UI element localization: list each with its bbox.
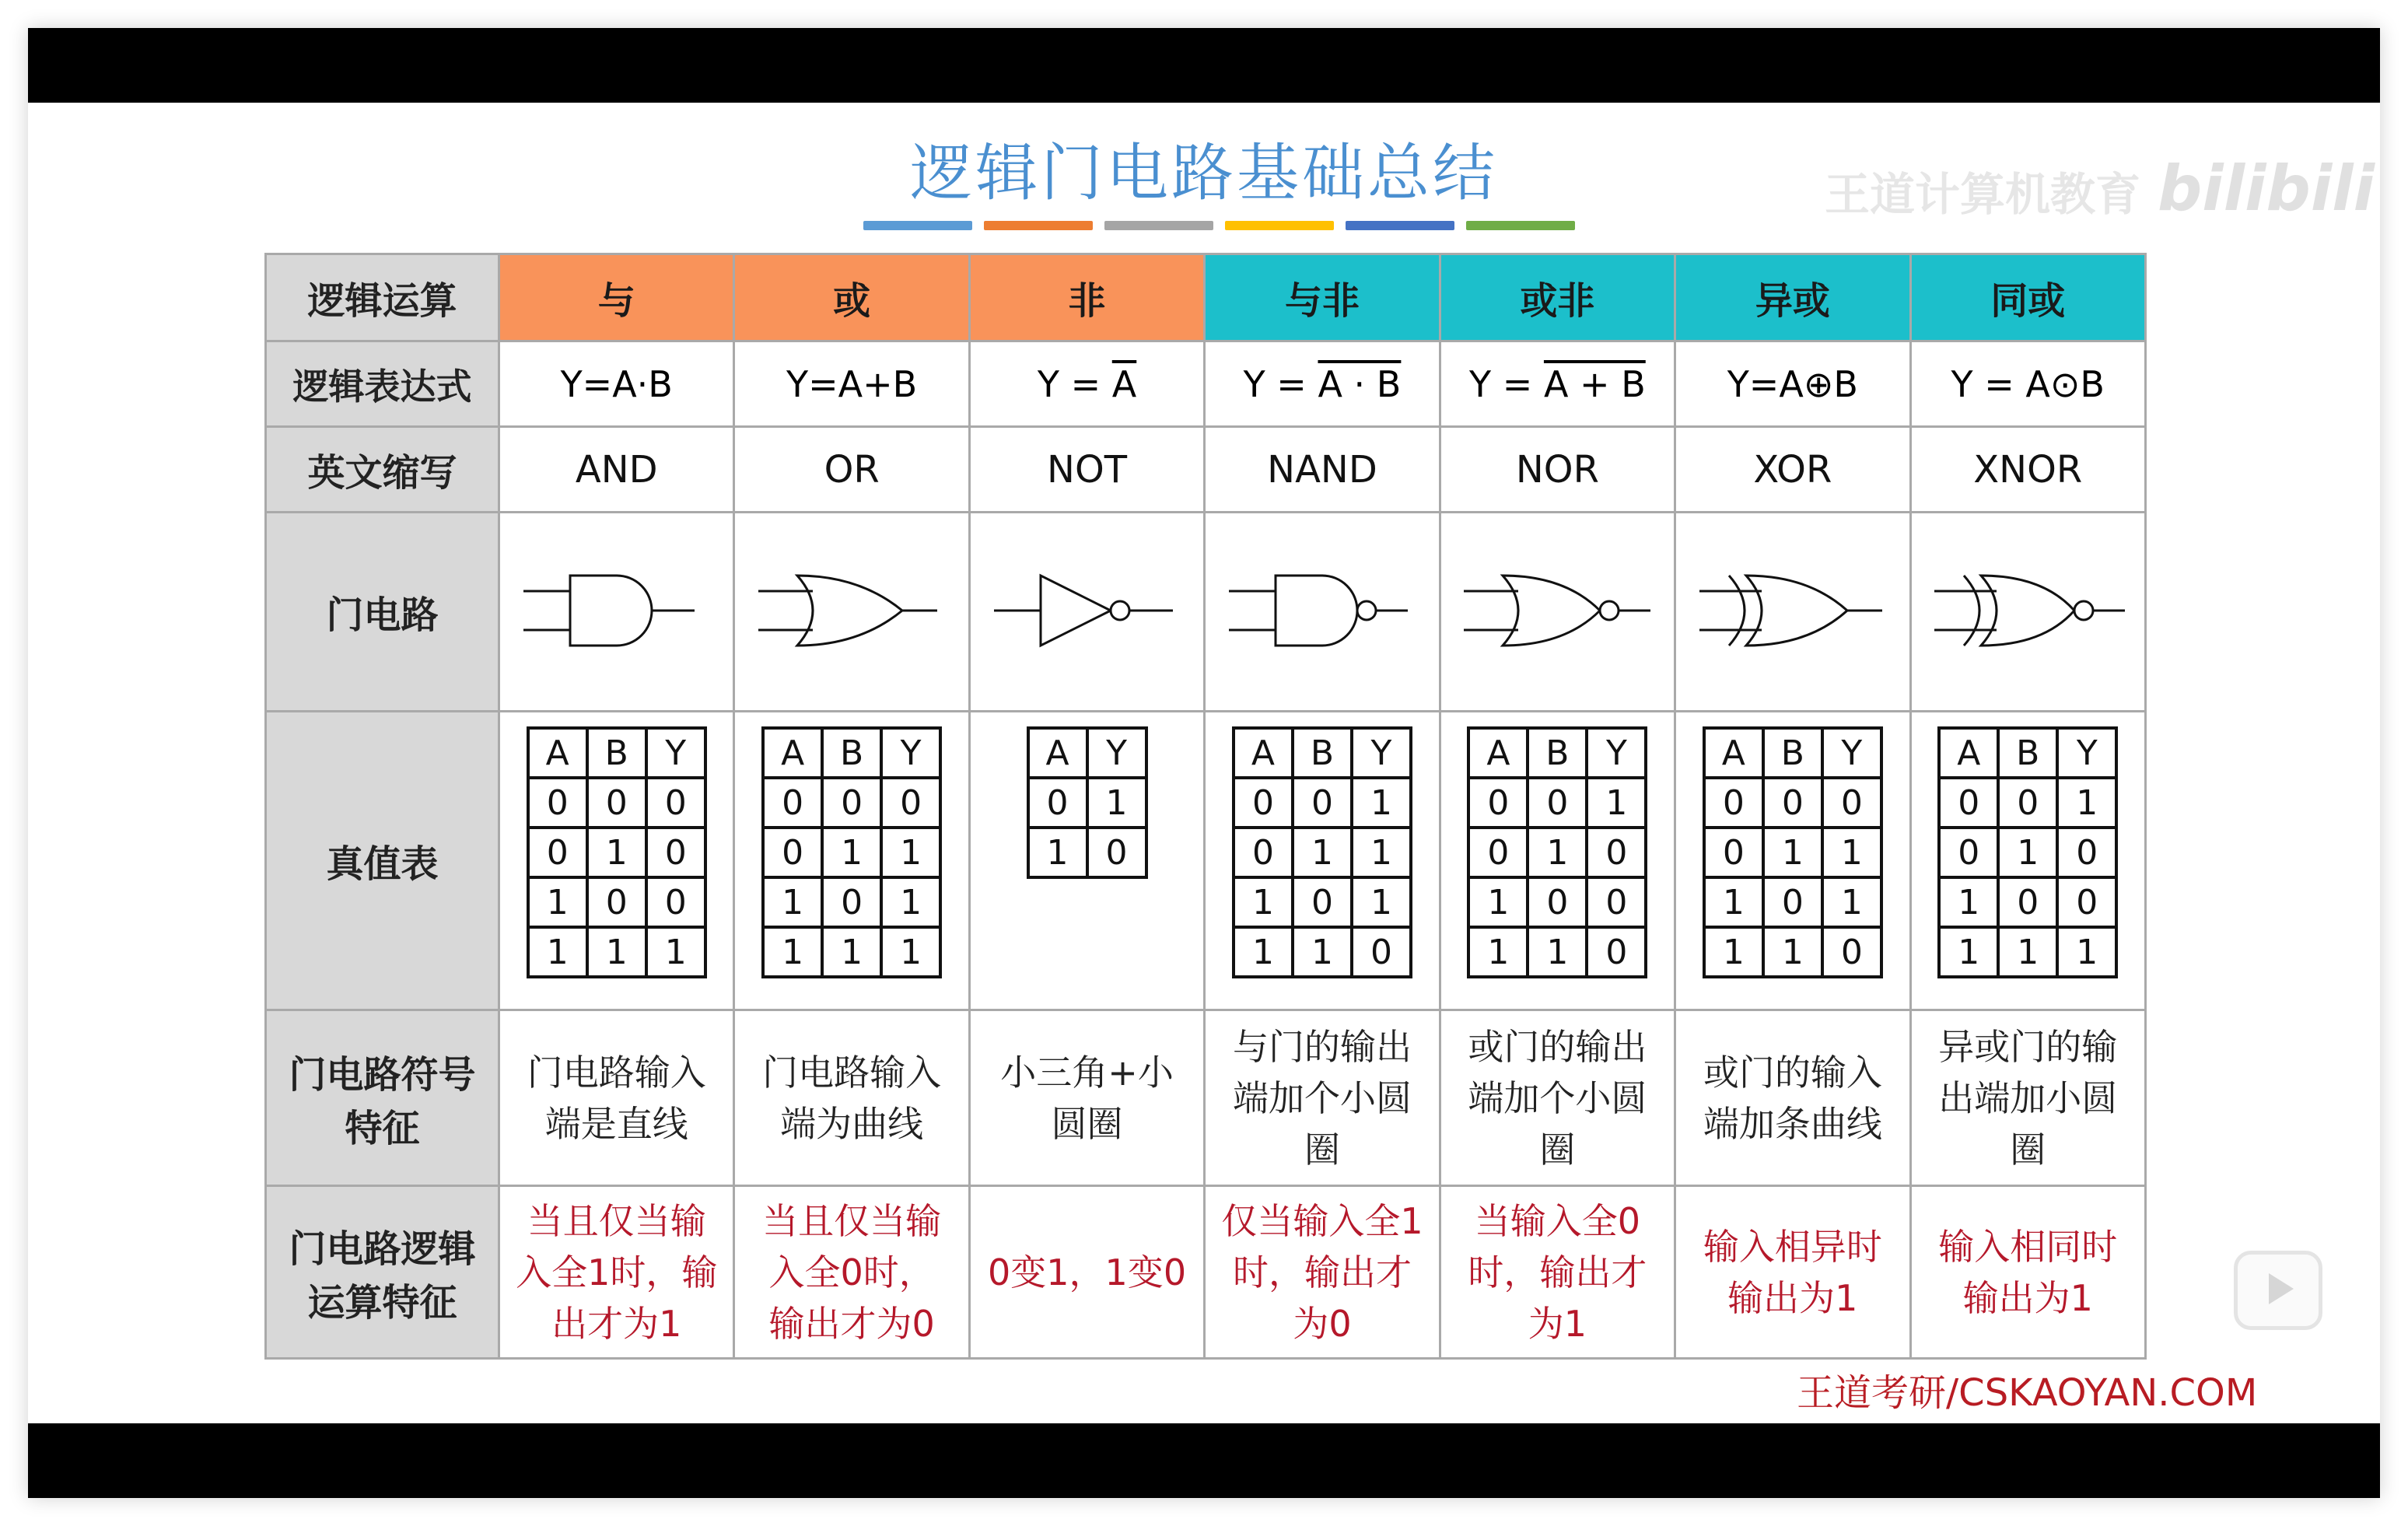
truth-table-cell: 0: [587, 877, 646, 927]
logic-line: 入全0时，: [768, 1251, 935, 1293]
truth-table-cell: 1: [1028, 828, 1087, 877]
truth-table-cell: 1: [1763, 927, 1822, 977]
feature-line: 圈: [1539, 1128, 1576, 1171]
logic-line: 0变1，1变0: [988, 1251, 1187, 1293]
expr-overline-text: A + B: [1543, 362, 1646, 405]
feature-line: 或门的输出: [1468, 1025, 1647, 1068]
row-label-abbr: 英文缩写: [266, 427, 499, 513]
row-label-gate: 门电路: [266, 513, 499, 712]
feature-line: 异或门的输: [1938, 1025, 2118, 1068]
bilibili-logo: bilibili: [2158, 152, 2375, 225]
op-header-xnor: 同或: [1910, 254, 2145, 341]
truth-table-cell: 1: [881, 877, 940, 927]
truth-table-cell: 0: [1528, 877, 1587, 927]
title-rule-segment: [1466, 221, 1575, 230]
truth-table-cell: 1: [1352, 778, 1411, 828]
truth-table: [527, 726, 707, 978]
truth-table-cell: 0: [1234, 778, 1293, 828]
truth-cell: [1675, 712, 1910, 1010]
truth-table-head: B: [1763, 728, 1822, 778]
truth-cell: [1910, 712, 2145, 1010]
truth-table-head: A: [1704, 728, 1763, 778]
feature-line: 出端加小圆: [1938, 1076, 2118, 1119]
expr-xor: [1675, 341, 1910, 427]
truth-table-head: A: [1468, 728, 1528, 778]
truth-table-cell: 0: [1087, 828, 1146, 877]
abbr-and: AND: [499, 427, 734, 513]
truth-table-cell: 1: [1763, 828, 1822, 877]
truth-table: [1232, 726, 1412, 978]
expr-and: [499, 341, 734, 427]
truth-table-cell: 0: [822, 778, 881, 828]
expr-text: Y=A⊕B: [1727, 362, 1858, 405]
logic-line: 当且仅当输: [762, 1199, 942, 1242]
row-logic: [266, 1186, 2146, 1359]
feature-line: 门电路输入: [762, 1051, 942, 1094]
and-gate-icon: [516, 552, 718, 669]
slide-title: 逻辑门电路基础总结: [910, 137, 1498, 209]
logic-line: 输出才为0: [768, 1302, 935, 1345]
truth-table-head: Y: [1587, 728, 1646, 778]
truth-table-cell: 0: [646, 877, 705, 927]
feature-cell: [734, 1010, 969, 1186]
truth-table-cell: 0: [763, 778, 822, 828]
truth-table-cell: 0: [1528, 778, 1587, 828]
feature-line: 端加个小圆: [1232, 1076, 1412, 1119]
logic-line: 输入相异时: [1703, 1225, 1882, 1268]
expr-text: Y =: [1469, 362, 1544, 405]
logic-line: 为0: [1293, 1302, 1352, 1345]
watermark-text: 王道计算机教育: [1825, 168, 2141, 221]
truth-table-cell: 1: [1087, 778, 1146, 828]
op-header-nand: 与非: [1205, 254, 1440, 341]
row-label-truth: 真值表: [266, 712, 499, 1010]
truth-table-cell: 0: [1028, 778, 1087, 828]
truth-table-cell: 0: [1822, 778, 1881, 828]
truth-table-cell: 1: [1528, 927, 1587, 977]
logic-line: 时，输出才: [1468, 1251, 1647, 1293]
logic-cell: [1440, 1186, 1675, 1359]
expr-text: Y =: [1037, 362, 1112, 405]
abbr-not: NOT: [969, 427, 1204, 513]
logic-cell: [1675, 1186, 1910, 1359]
row-operation: [266, 254, 2146, 341]
truth-cell: [1205, 712, 1440, 1010]
title-rule-segment: [1225, 221, 1334, 230]
truth-table-cell: 1: [1822, 877, 1881, 927]
logic-line: 当且仅当输: [527, 1199, 706, 1242]
truth-table: [761, 726, 942, 978]
truth-table-cell: 1: [881, 828, 940, 877]
feature-line: 圈: [2010, 1128, 2046, 1171]
truth-table-cell: 1: [1352, 828, 1411, 877]
truth-table-head: B: [822, 728, 881, 778]
truth-table-cell: 0: [881, 778, 940, 828]
title-rule-segment: [1104, 221, 1213, 230]
feature-cell: [1205, 1010, 1440, 1186]
truth-table-head: A: [763, 728, 822, 778]
truth-table-cell: 1: [1528, 828, 1587, 877]
feature-cell: [969, 1010, 1204, 1186]
title-underline: [863, 221, 1563, 233]
op-header-and: 与: [499, 254, 734, 341]
truth-table-cell: 0: [1763, 778, 1822, 828]
abbr-or: OR: [734, 427, 969, 513]
op-header-or: 或: [734, 254, 969, 341]
logic-line: 为1: [1528, 1302, 1587, 1345]
expr-overline-text: $\overline{A}$: [1111, 362, 1137, 405]
footer-brand: 王道考研/CSKAOYAN.COM: [1797, 1371, 2258, 1415]
expr-xnor: [1910, 341, 2145, 427]
truth-table-cell: 0: [1822, 927, 1881, 977]
truth-table-cell: 1: [1468, 927, 1528, 977]
truth-table-cell: 1: [1822, 828, 1881, 877]
row-label-feature-l1: 门电路符号: [289, 1052, 476, 1097]
or-gate-icon: [751, 552, 953, 669]
logic-line: 入全1时，输: [516, 1251, 718, 1293]
truth-table-head: B: [587, 728, 646, 778]
row-truth-table: [266, 712, 2146, 1010]
gate-cell: [499, 513, 734, 712]
truth-table-cell: 1: [822, 828, 881, 877]
truth-table-cell: 0: [1468, 778, 1528, 828]
truth-table-cell: 0: [646, 778, 705, 828]
truth-table-cell: 1: [881, 927, 940, 977]
truth-table-cell: 1: [587, 927, 646, 977]
truth-table: [1467, 726, 1647, 978]
truth-table: [1937, 726, 2118, 978]
truth-table-cell: 0: [1998, 778, 2057, 828]
truth-table-cell: 1: [1468, 877, 1528, 927]
op-header-xor: 异或: [1675, 254, 1910, 341]
truth-table-cell: 0: [1704, 828, 1763, 877]
truth-table-head: B: [1293, 728, 1352, 778]
truth-table-cell: 0: [528, 828, 587, 877]
truth-table-cell: 1: [587, 828, 646, 877]
logic-line: 时，输出才: [1232, 1251, 1412, 1293]
truth-table-cell: 0: [587, 778, 646, 828]
truth-table-head: A: [1028, 728, 1087, 778]
truth-table-cell: 0: [1587, 927, 1646, 977]
row-gate: [266, 513, 2146, 712]
feature-cell: [1440, 1010, 1675, 1186]
truth-table-cell: 0: [646, 828, 705, 877]
row-label-logic: [266, 1186, 499, 1359]
xor-gate-icon: [1692, 552, 1894, 669]
expr-text: Y=A+B: [786, 362, 918, 405]
row-abbr: [266, 427, 2146, 513]
abbr-nor: NOR: [1440, 427, 1675, 513]
truth-table-cell: 1: [1939, 877, 1998, 927]
logic-cell: [1205, 1186, 1440, 1359]
expr-text: Y=A·B: [560, 362, 673, 405]
expr-text: Y = A⊙B: [1951, 362, 2105, 405]
expr-nand: [1205, 341, 1440, 427]
truth-table-cell: 0: [763, 828, 822, 877]
truth-cell: [734, 712, 969, 1010]
feature-line: 端加条曲线: [1703, 1102, 1882, 1145]
truth-table-cell: 1: [1234, 877, 1293, 927]
feature-cell: [1675, 1010, 1910, 1186]
truth-table-cell: 0: [1763, 877, 1822, 927]
truth-table-cell: 1: [1293, 828, 1352, 877]
logic-cell: [1910, 1186, 2145, 1359]
truth-table-cell: 0: [1468, 828, 1528, 877]
logic-cell: [969, 1186, 1204, 1359]
truth-table-cell: 0: [822, 877, 881, 927]
truth-table: [1703, 726, 1883, 978]
title-rule-segment: [863, 221, 972, 230]
abbr-xnor: XNOR: [1910, 427, 2145, 513]
row-label-feature: [266, 1010, 499, 1186]
truth-table-cell: 1: [822, 927, 881, 977]
truth-cell: [499, 712, 734, 1010]
truth-table-cell: 0: [528, 778, 587, 828]
expr-text: Y =: [1243, 362, 1318, 405]
row-feature: [266, 1010, 2146, 1186]
abbr-nand: NAND: [1205, 427, 1440, 513]
truth-table-cell: 1: [1704, 877, 1763, 927]
feature-line: 端为曲线: [780, 1102, 924, 1145]
truth-table-cell: 0: [1352, 927, 1411, 977]
truth-table-head: Y: [1352, 728, 1411, 778]
truth-table-cell: 1: [1998, 828, 2057, 877]
expr-nor: [1440, 341, 1675, 427]
truth-table-cell: 1: [1587, 778, 1646, 828]
truth-table-cell: 0: [1939, 778, 1998, 828]
feature-line: 或门的输入: [1703, 1051, 1882, 1094]
truth-table-head: A: [1939, 728, 1998, 778]
logic-line: 输出为1: [1962, 1276, 2093, 1319]
video-letterbox-bottom: [28, 1423, 2380, 1498]
video-letterbox-top: [28, 28, 2380, 103]
truth-cell: [969, 712, 1204, 1010]
truth-table-head: Y: [881, 728, 940, 778]
truth-table-cell: 1: [528, 927, 587, 977]
title-rule-segment: [1346, 221, 1454, 230]
truth-table-cell: 1: [528, 877, 587, 927]
row-label-operation: 逻辑运算: [266, 254, 499, 341]
expr-not: [969, 341, 1204, 427]
truth-table-cell: 1: [1234, 927, 1293, 977]
expr-or: [734, 341, 969, 427]
truth-table-cell: 0: [1293, 778, 1352, 828]
expr-overline-text: A · B: [1318, 362, 1402, 405]
logic-line: 当输入全0: [1474, 1199, 1641, 1242]
not-gate-icon: [986, 552, 1188, 669]
row-label-logic-l1: 门电路逻辑: [289, 1227, 476, 1271]
truth-table-cell: 1: [763, 877, 822, 927]
logic-gate-table: [264, 253, 2147, 1360]
truth-table-cell: 1: [1704, 927, 1763, 977]
truth-table-head: Y: [1087, 728, 1146, 778]
feature-line: 端加个小圆: [1468, 1076, 1647, 1119]
nor-gate-icon: [1456, 552, 1658, 669]
feature-line: 小三角+小: [1000, 1051, 1174, 1094]
feature-cell: [499, 1010, 734, 1186]
logic-line: 仅当输入全1: [1221, 1199, 1423, 1242]
xnor-gate-icon: [1927, 552, 2129, 669]
logic-line: 输入相同时: [1938, 1225, 2118, 1268]
truth-table-cell: 1: [1998, 927, 2057, 977]
op-header-nor: 或非: [1440, 254, 1675, 341]
play-icon[interactable]: [2234, 1251, 2322, 1330]
truth-table: [1027, 726, 1148, 879]
truth-table-head: A: [528, 728, 587, 778]
truth-table-cell: 1: [2057, 927, 2116, 977]
truth-table-cell: 1: [646, 927, 705, 977]
truth-table-cell: 0: [1587, 828, 1646, 877]
truth-table-cell: 1: [1293, 927, 1352, 977]
truth-table-head: B: [1998, 728, 2057, 778]
gate-cell: [1675, 513, 1910, 712]
truth-table-head: Y: [646, 728, 705, 778]
feature-line: 门电路输入: [527, 1051, 706, 1094]
truth-table-head: B: [1528, 728, 1587, 778]
feature-line: 圆圈: [1051, 1102, 1123, 1145]
logic-cell: [499, 1186, 734, 1359]
truth-table-cell: 1: [763, 927, 822, 977]
truth-table-cell: 0: [1234, 828, 1293, 877]
gate-cell: [734, 513, 969, 712]
truth-table-cell: 1: [2057, 778, 2116, 828]
abbr-xor: XOR: [1675, 427, 1910, 513]
truth-table-cell: 1: [1352, 877, 1411, 927]
truth-table-cell: 0: [2057, 877, 2116, 927]
truth-cell: [1440, 712, 1675, 1010]
logic-cell: [734, 1186, 969, 1359]
truth-table-head: A: [1234, 728, 1293, 778]
nand-gate-icon: [1221, 552, 1423, 669]
row-label-expression: 逻辑表达式: [266, 341, 499, 427]
row-label-logic-l2: 运算特征: [307, 1280, 457, 1325]
feature-line: 圈: [1304, 1128, 1340, 1171]
truth-table-cell: 0: [1587, 877, 1646, 927]
watermark: [1825, 152, 2375, 225]
logic-line: 输出为1: [1727, 1276, 1858, 1319]
gate-cell: [969, 513, 1204, 712]
gate-cell: [1910, 513, 2145, 712]
gate-cell: [1205, 513, 1440, 712]
truth-table-cell: 0: [1704, 778, 1763, 828]
truth-table-cell: 1: [1939, 927, 1998, 977]
gate-cell: [1440, 513, 1675, 712]
feature-line: 与门的输出: [1232, 1025, 1412, 1068]
truth-table-cell: 0: [1998, 877, 2057, 927]
feature-cell: [1910, 1010, 2145, 1186]
truth-table-cell: 0: [2057, 828, 2116, 877]
op-header-not: 非: [969, 254, 1204, 341]
title-rule-segment: [984, 221, 1093, 230]
truth-table-cell: 0: [1293, 877, 1352, 927]
logic-line: 出才为1: [551, 1302, 682, 1345]
truth-table-head: Y: [1822, 728, 1881, 778]
truth-table-cell: 0: [1939, 828, 1998, 877]
feature-line: 端是直线: [544, 1102, 688, 1145]
truth-table-head: Y: [2057, 728, 2116, 778]
row-expression: [266, 341, 2146, 427]
row-label-feature-l2: 特征: [345, 1106, 420, 1150]
